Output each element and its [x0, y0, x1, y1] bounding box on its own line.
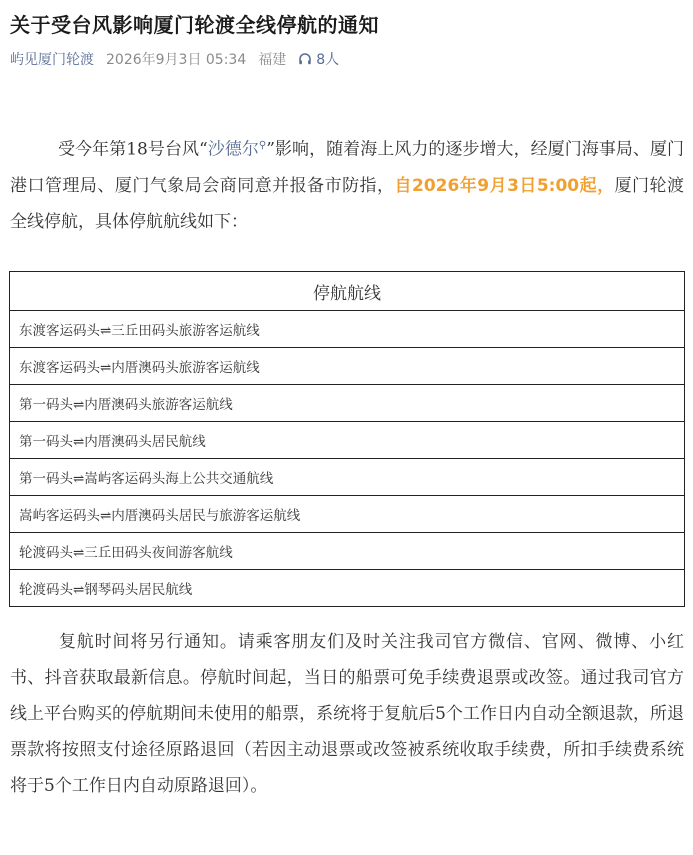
- publish-date: 2026年9月3日 05:34: [106, 52, 247, 68]
- route-cell: 东渡客运码头⇌内厝澳码头旅游客运航线: [10, 348, 685, 385]
- search-icon[interactable]: ⚲: [258, 140, 267, 151]
- route-cell: 第一码头⇌内厝澳码头居民航线: [10, 422, 685, 459]
- article-title: 关于受台风影响厦门轮渡全线停航的通知: [10, 13, 379, 37]
- article-meta: [10, 49, 339, 69]
- table-row: [10, 533, 685, 570]
- p2-text: 复航时间将另行通知。请乘客朋友们及时关注我司官方微信、官网、微博、小红书、抖音获取最新信息。停航时间起，当日的船票可免手续费退票或改签。通过我司官方线上平台购买的停航期间未使用的船票，系统将于复航后5个工作日内自动全额退款，所退票款将按照支付途径原路退回（若因主动退票或改签被系统收取手续费，所扣手续费系统将于5个工作日内自动原路退回）。: [10, 632, 684, 796]
- notice-paragraph-1: [10, 128, 684, 240]
- table-header: 停航航线: [10, 272, 685, 311]
- notice-paragraph-2: [10, 624, 684, 804]
- listener-count: 8人: [316, 52, 340, 68]
- suspended-routes-table: [9, 271, 685, 607]
- table-row: [10, 385, 685, 422]
- table-row: [10, 459, 685, 496]
- table-row: [10, 422, 685, 459]
- suspension-start-time: 自2026年9月3日5:00起，: [394, 175, 615, 196]
- publish-location: 福建: [258, 52, 287, 68]
- route-cell: 嵩屿客运码头⇌内厝澳码头居民与旅游客运航线: [10, 496, 685, 533]
- route-cell: 轮渡码头⇌三丘田码头夜间游客航线: [10, 533, 685, 570]
- route-cell: 轮渡码头⇌钢琴码头居民航线: [10, 570, 685, 607]
- table-row: [10, 496, 685, 533]
- table-row: [10, 570, 685, 607]
- table-header-row: [10, 272, 685, 311]
- p1-before: 受今年第18号台风“: [58, 139, 208, 160]
- listen-button[interactable]: [298, 49, 339, 69]
- typhoon-name-link[interactable]: 沙德尔: [207, 139, 259, 160]
- route-cell: 东渡客运码头⇌三丘田码头旅游客运航线: [10, 311, 685, 348]
- route-cell: 第一码头⇌嵩屿客运码头海上公共交通航线: [10, 459, 685, 496]
- headphones-icon: [298, 52, 312, 66]
- table-row: [10, 311, 685, 348]
- account-name-link[interactable]: 屿见厦门轮渡: [10, 52, 94, 68]
- p1-middle: ”影响，随着海上风力的逐步增大，经厦门海事局、厦门港口管理局、厦门气象局会商同意并报备市防指，: [10, 139, 685, 196]
- table-row: [10, 348, 685, 385]
- route-cell: 第一码头⇌内厝澳码头旅游客运航线: [10, 385, 685, 422]
- p1-after: 厦门轮渡全线停航，具体停航航线如下：: [10, 175, 685, 232]
